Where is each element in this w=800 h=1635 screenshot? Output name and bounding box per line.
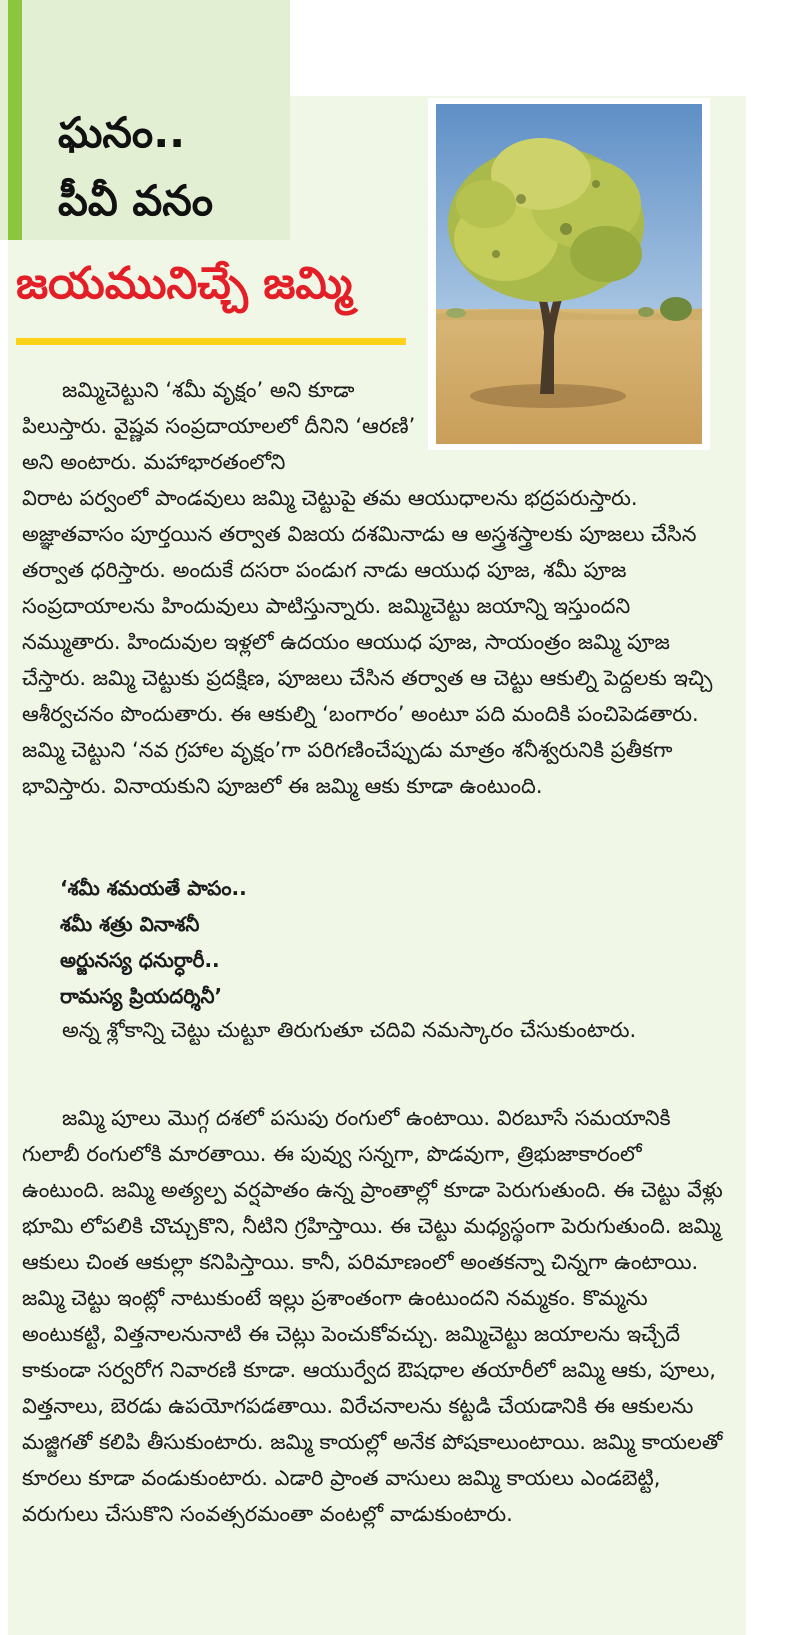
headline-underline [16,338,406,345]
paragraph-1-intro: జమ్మిచెట్టుని ‘శమీ వృక్షం’ అని కూడా పిలుస్తారు. వైష్ణవ సంప్రదాయాలలో దీనిని ‘ఆరణి’ అని అంటారు. మహాభారతంలోని [22,378,416,474]
headline: జయమునిచ్చే జమ్మి [16,258,353,309]
kicker-line-1: ఘనం.. [58,108,186,157]
article-paragraph-2: అన్న శ్లోకాన్ని చెట్టు చుట్టూ తిరుగుతూ చదివి నమస్కారం చేసుకుంటారు. [62,1018,637,1042]
kicker-line-2: పీవీ వనం [58,176,213,225]
verse-line: రామస్య ప్రియదర్శినీ’ [60,984,223,1008]
article-paragraph-1 [22,372,726,804]
article-paragraph-3: జమ్మి పూలు మొగ్గ దశలో పసుపు రంగులో ఉంటాయి. విరబూసే సమయానికి గులాబీ రంగులోకి మారతాయి. ఈ పువ్వు సన్నగా, పొడవుగా, త్రిభుజాకారంలో ఉంటుంది. జమ్మి అత్యల్ప వర్షపాతం ఉన్న ప్రాంతాల్లో కూడా పెరుగుతుంది. ఈ చెట్టు వేళ్లు భూమి లోపలికి చొచ్చుకొని, నీటిని గ్రహిస్తాయి. ఈ చెట్టు మధ్యస్థంగా పెరుగుతుంది. జమ్మి ఆకులు చింత ఆకుల్లా కనిపిస్తాయి. కానీ, పరిమాణంలో అంతకన్నా చిన్నగా ఉంటాయి. జమ్మి చెట్టు ఇంట్లో నాటుకుంటే ఇల్లు ప్రశాంతంగా ఉంటుందని నమ్మకం. కొమ్మను అంటుకట్టి, విత్తనాలనునాటి ఈ చెట్లు పెంచుకోవచ్చు. జమ్మిచెట్టు జయాలను ఇచ్చేదే కాకుండా సర్వరోగ నివారణి కూడా. ఆయుర్వేద ఔషధాల తయారీలో జమ్మి ఆకు, పూలు, విత్తనాలు, బెరడు ఉపయోగపడతాయి. విరేచనాలను కట్టడి చేయడానికి ఈ ఆకులను మజ్జిగతో కలిపి తీసుకుంటారు. జమ్మి కాయల్లో అనేక పోషకాలుంటాయి. జమ్మి కాయలతో కూరలు కూడా వండుకుంటారు. ఎడారి ప్రాంత వాసులు జమ్మి కాయలు ఎండబెట్టి, వరుగులు చేసుకొని సంవత్సరమంతా వంటల్లో వాడుకుంటారు. [22,1106,723,1526]
verse-line: అర్జునస్య ధనుర్ధారీ.. [60,948,220,972]
shloka-verse [60,870,247,1014]
verse-line: శమీ శత్రు వినాశనీ [60,912,200,936]
accent-bar [8,0,22,240]
verse-line: ‘శమీ శమయతే పాపం.. [60,876,247,900]
paragraph-1-body: విరాట పర్వంలో పాండవులు జమ్మి చెట్టుపై తమ ఆయుధాలను భద్రపరుస్తారు. అజ్ఞాతవాసం పూర్తయిన తర్వాత విజయ దశమినాడు ఆ అస్త్రశస్త్రాలకు పూజలు చేసిన తర్వాత ధరిస్తారు. అందుకే దసరా పండుగ నాడు ఆయుధ పూజ, శమీ పూజ సంప్రదాయాలను హిందువులు పాటిస్తున్నారు. జమ్మిచెట్టు జయాన్ని ఇస్తుందని నమ్ముతారు. హిందువుల ఇళ్లలో ఉదయం ఆయుధ పూజ, సాయంత్రం జమ్మి పూజ చేస్తారు. జమ్మి చెట్టుకు ప్రదక్షిణ, పూజలు చేసిన తర్వాత ఆ చెట్టు ఆకుల్ని పెద్దలకు ఇచ్చి ఆశీర్వచనం పొందుతారు. ఈ ఆకుల్ని ‘బంగారం’ అంటూ పది మందికి పంచిపెడతారు. జమ్మి చెట్టుని ‘నవ గ్రహాల వృక్షం’గా పరిగణించేప్పుడు మాత్రం శనీశ్వరునికి ప్రతీకగా భావిస్తారు. వినాయకుని పూజలో ఈ జమ్మి ఆకు కూడా ఉంటుంది. [22,486,713,798]
